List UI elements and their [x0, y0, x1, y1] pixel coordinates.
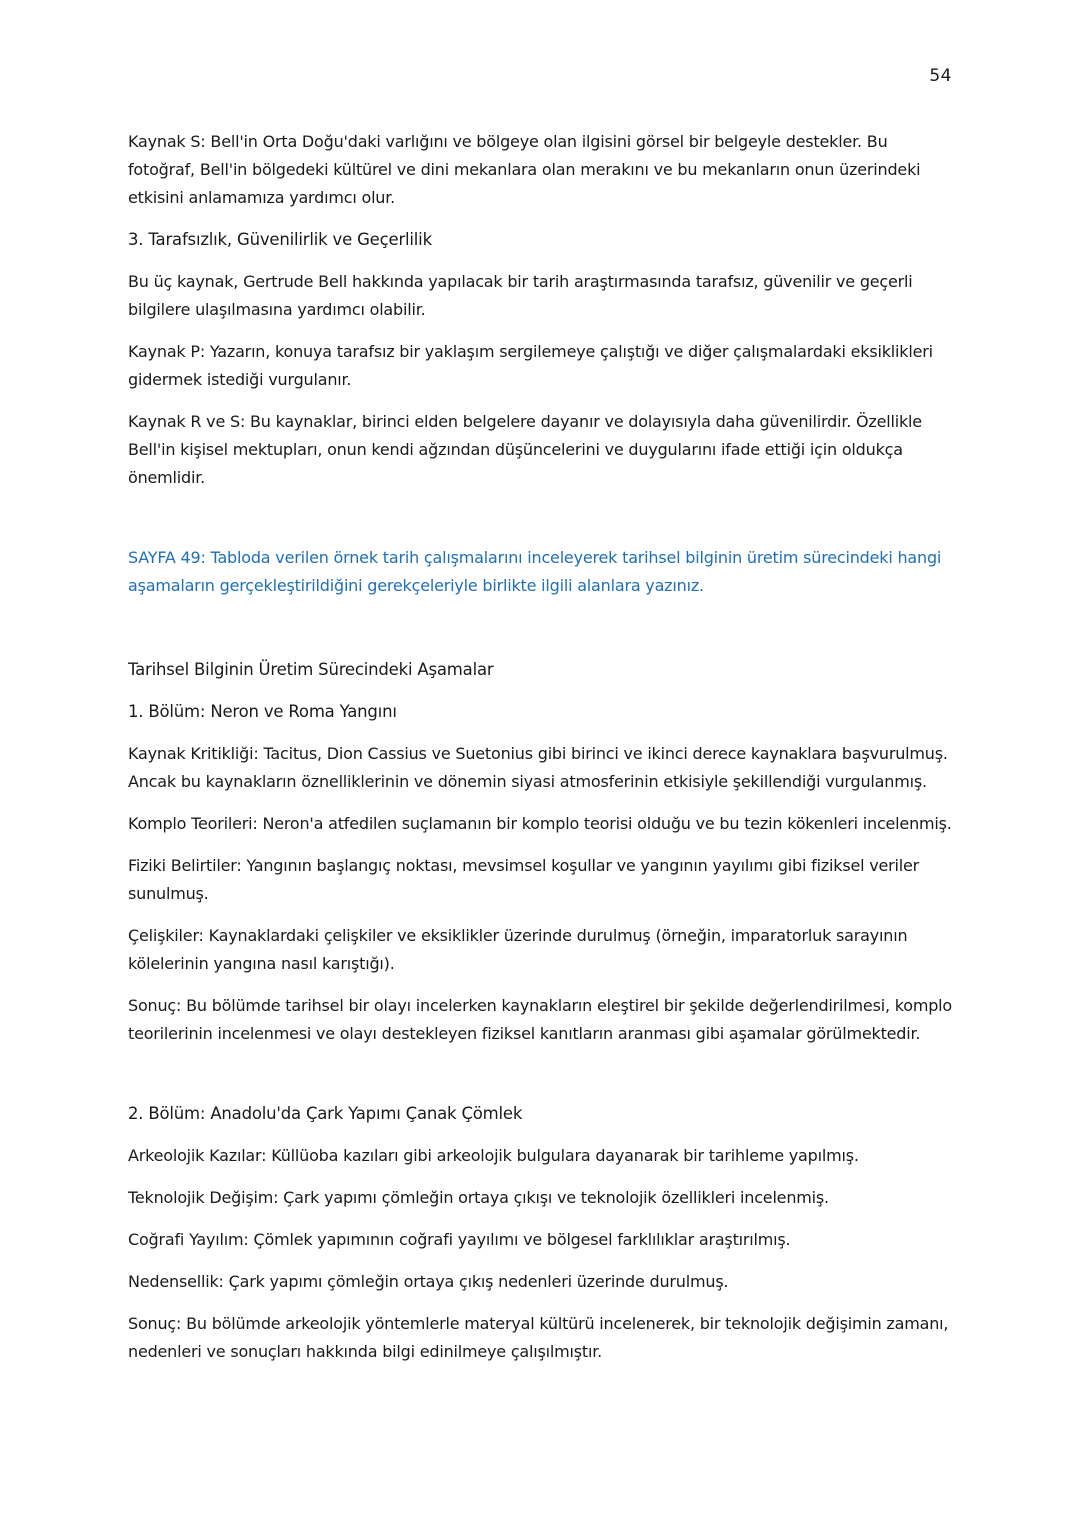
- part1-item: Kaynak Kritikliği: Tacitus, Dion Cassius ve Suetonius gibi birinci ve ikinci derece kaynaklara başvurulmuş. Ancak bu kaynakların öznelliklerinin ve dönemin siyasi atmosferinin etkisiyle şekillendiği vurgulanmış.: [128, 744, 948, 791]
- intro-paragraph: Bu üç kaynak, Gertrude Bell hakkında yapılacak bir tarih araştırmasında tarafsız, güvenilir ve geçerli bilgilere ulaşılmasına yardımcı olabilir.: [128, 272, 913, 319]
- kaynak-p-paragraph: Kaynak P: Yazarın, konuya tarafsız bir yaklaşım sergilemeye çalıştığı ve diğer çalışmalardaki eksiklikleri gidermek istediği vurgulanır.: [128, 342, 933, 389]
- part2-item: Sonuç: Bu bölümde arkeolojik yöntemlerle materyal kültürü incelenerek, bir teknolojik değişimin zamanı, nedenleri ve sonuçları hakkında bilgi edinilmeye çalışılmıştır.: [128, 1314, 949, 1361]
- part1-item: Sonuç: Bu bölümde tarihsel bir olayı incelerken kaynakların eleştirel bir şekilde değerlendirilmesi, komplo teorilerinin incelenmesi ve olayı destekleyen fiziksel kanıtların aranması gibi aşamalar görülmektedir.: [128, 996, 952, 1043]
- section-3-heading: 3. Tarafsızlık, Güvenilirlik ve Geçerlilik: [128, 230, 432, 249]
- kaynak-s-paragraph: Kaynak S: Bell'in Orta Doğu'daki varlığını ve bölgeye olan ilgisini görsel bir belgeyle destekler. Bu fotoğraf, Bell'in bölgedeki kültürel ve dini mekanlara olan merakını ve bu mekanların onun üzerindeki etkisini anlamamıza yardımcı olur.: [128, 132, 921, 207]
- part2-title: 2. Bölüm: Anadolu'da Çark Yapımı Çanak Çömlek: [128, 1104, 523, 1123]
- page-content: [128, 128, 958, 1366]
- part1-title: 1. Bölüm: Neron ve Roma Yangını: [128, 702, 397, 721]
- answer-title: Tarihsel Bilginin Üretim Sürecindeki Aşamalar: [128, 660, 494, 679]
- part2-item: Nedensellik: Çark yapımı çömleğin ortaya çıkış nedenleri üzerinde durulmuş.: [128, 1272, 729, 1291]
- part2-item: Arkeolojik Kazılar: Küllüoba kazıları gibi arkeolojik bulgulara dayanarak bir tarihleme yapılmış.: [128, 1146, 859, 1165]
- kaynak-rs-paragraph: Kaynak R ve S: Bu kaynaklar, birinci elden belgelere dayanır ve dolayısıyla daha güvenilirdir. Özellikle Bell'in kişisel mektupları, onun kendi ağzından düşüncelerini ve duygularını ifade ettiği için oldukça önemlidir.: [128, 412, 922, 487]
- part1-item: Fiziki Belirtiler: Yangının başlangıç noktası, mevsimsel koşullar ve yangının yayılımı gibi fiziksel veriler sunulmuş.: [128, 856, 920, 903]
- part2-item: Coğrafi Yayılım: Çömlek yapımının coğrafi yayılımı ve bölgesel farklılıklar araştırılmış.: [128, 1230, 791, 1249]
- page-number: 54: [929, 66, 952, 86]
- part1-item: Çelişkiler: Kaynaklardaki çelişkiler ve eksiklikler üzerinde durulmuş (örneğin, imparatorluk sarayının kölelerinin yangına nasıl karıştığı).: [128, 926, 908, 973]
- part2-item: Teknolojik Değişim: Çark yapımı çömleğin ortaya çıkışı ve teknolojik özellikleri incelenmiş.: [128, 1188, 829, 1207]
- part1-item: Komplo Teorileri: Neron'a atfedilen suçlamanın bir komplo teorisi olduğu ve bu tezin kökenleri incelenmiş.: [128, 814, 952, 833]
- question-prompt: SAYFA 49: Tabloda verilen örnek tarih çalışmalarını inceleyerek tarihsel bilginin üretim sürecindeki hangi aşamaların gerçekleştirildiğini gerekçeleriyle birlikte ilgili alanlara yazınız.: [128, 548, 942, 595]
